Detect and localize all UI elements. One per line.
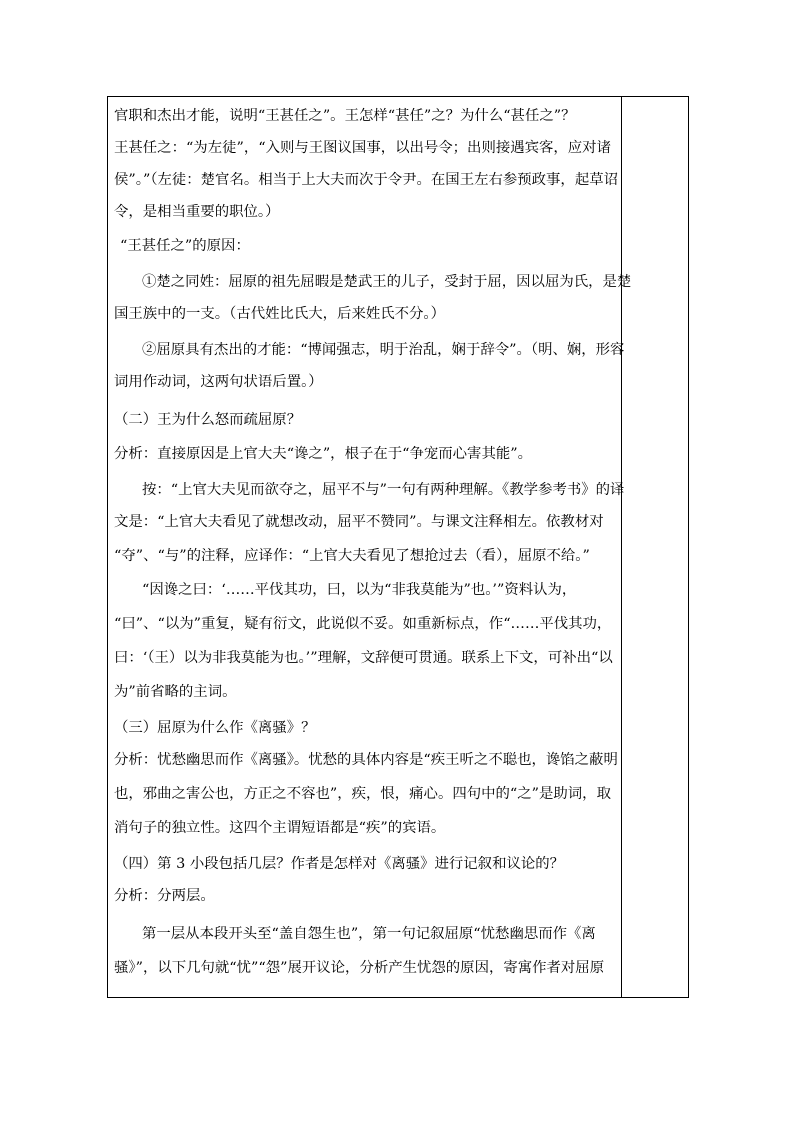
section-heading: （二）王为什么怒而疏屈原？ bbox=[114, 412, 302, 428]
section-heading: （四）第 3 小段包括几层？作者是怎样对《离骚》进行记叙和议论的？ bbox=[114, 856, 565, 872]
text-line: 为”前省略的主词。 bbox=[114, 684, 237, 700]
text-line: 第一层从本段开头至“盖自怨生也”，第一句记叙屈原“忧愁幽思而作《离 bbox=[142, 926, 596, 942]
text-line: 分析：忧愁幽思而作《离骚》。忧愁的具体内容是“疾王听之不聪也，谗馅之蔽明 bbox=[114, 752, 618, 768]
text-line: 骚》”，以下几句就“忧”“怨”展开议论，分析产生忧怨的原因，寄寓作者对屈原 bbox=[114, 960, 605, 976]
text-line: 国王族中的一支。（古代姓比氏大，后来姓氏不分。） bbox=[114, 306, 445, 322]
section-heading: （三）屈原为什么作《离骚》？ bbox=[114, 720, 316, 736]
text-line: 分析：分两层。 bbox=[114, 888, 215, 904]
text-line: 也，邪曲之害公也，方正之不容也”，疾，恨，痛心。四句中的“之”是助词，取 bbox=[114, 786, 611, 802]
text-line: 官职和杰出才能，说明“王甚任之”。王怎样“甚任”之？为什么“甚任之”？ bbox=[114, 108, 576, 124]
text-line: 侯”。”（左徒：楚官名。相当于上大夫而次于令尹。在国王左右参预政事，起草诏 bbox=[114, 172, 618, 188]
text-line: 词用作动词，这两句状语后置。） bbox=[114, 374, 323, 390]
text-line: ①楚之同姓：屈原的祖先屈暇是楚武王的儿子，受封于屈，因以屈为氏，是楚 bbox=[142, 274, 632, 290]
text-line: ②屈原具有杰出的才能：“博闻强志，明于治乱，娴于辞令”。（明、娴，形容 bbox=[142, 342, 625, 358]
text-line: 曰：‘（王）以为非我莫能为也。’”理解，文辞便可贯通。联系上下文，可补出“以 bbox=[114, 650, 613, 666]
text-line: 王甚任之：“为左徒”，“入则与王图议国事，以出号令；出则接遇宾客，应对诸 bbox=[114, 140, 611, 156]
text-line: 分析：直接原因是上官大夫“谗之”，根子在于“争宠而心害其能”。 bbox=[114, 446, 532, 462]
text-line: 按：“上官大夫见而欲夺之，屈平不与”一句有两种理解。《教学参考书》的译 bbox=[142, 482, 625, 498]
text-line: “因谗之曰：‘……平伐其功，曰，以为“非我莫能为”也。’”资料认为， bbox=[142, 582, 577, 598]
text-line: 文是：“上官大夫看见了就想改动，屈平不赞同”。与课文注释相左。依教材对 bbox=[114, 514, 604, 530]
text-line: “曰”、“以为”重复，疑有衍文，此说似不妥。如重新标点，作“……平伐其功， bbox=[114, 616, 612, 632]
notes-column-cell bbox=[622, 97, 688, 997]
text-line: “王甚任之”的原因： bbox=[120, 238, 250, 254]
text-line: 消句子的独立性。这四个主谓短语都是“疾”的宾语。 bbox=[114, 820, 446, 836]
text-line: “夺”、“与”的注释，应译作：“上官大夫看见了想抢过去（看），屈原不给。” bbox=[114, 548, 590, 564]
text-line: 令，是相当重要的职位。） bbox=[114, 204, 280, 220]
